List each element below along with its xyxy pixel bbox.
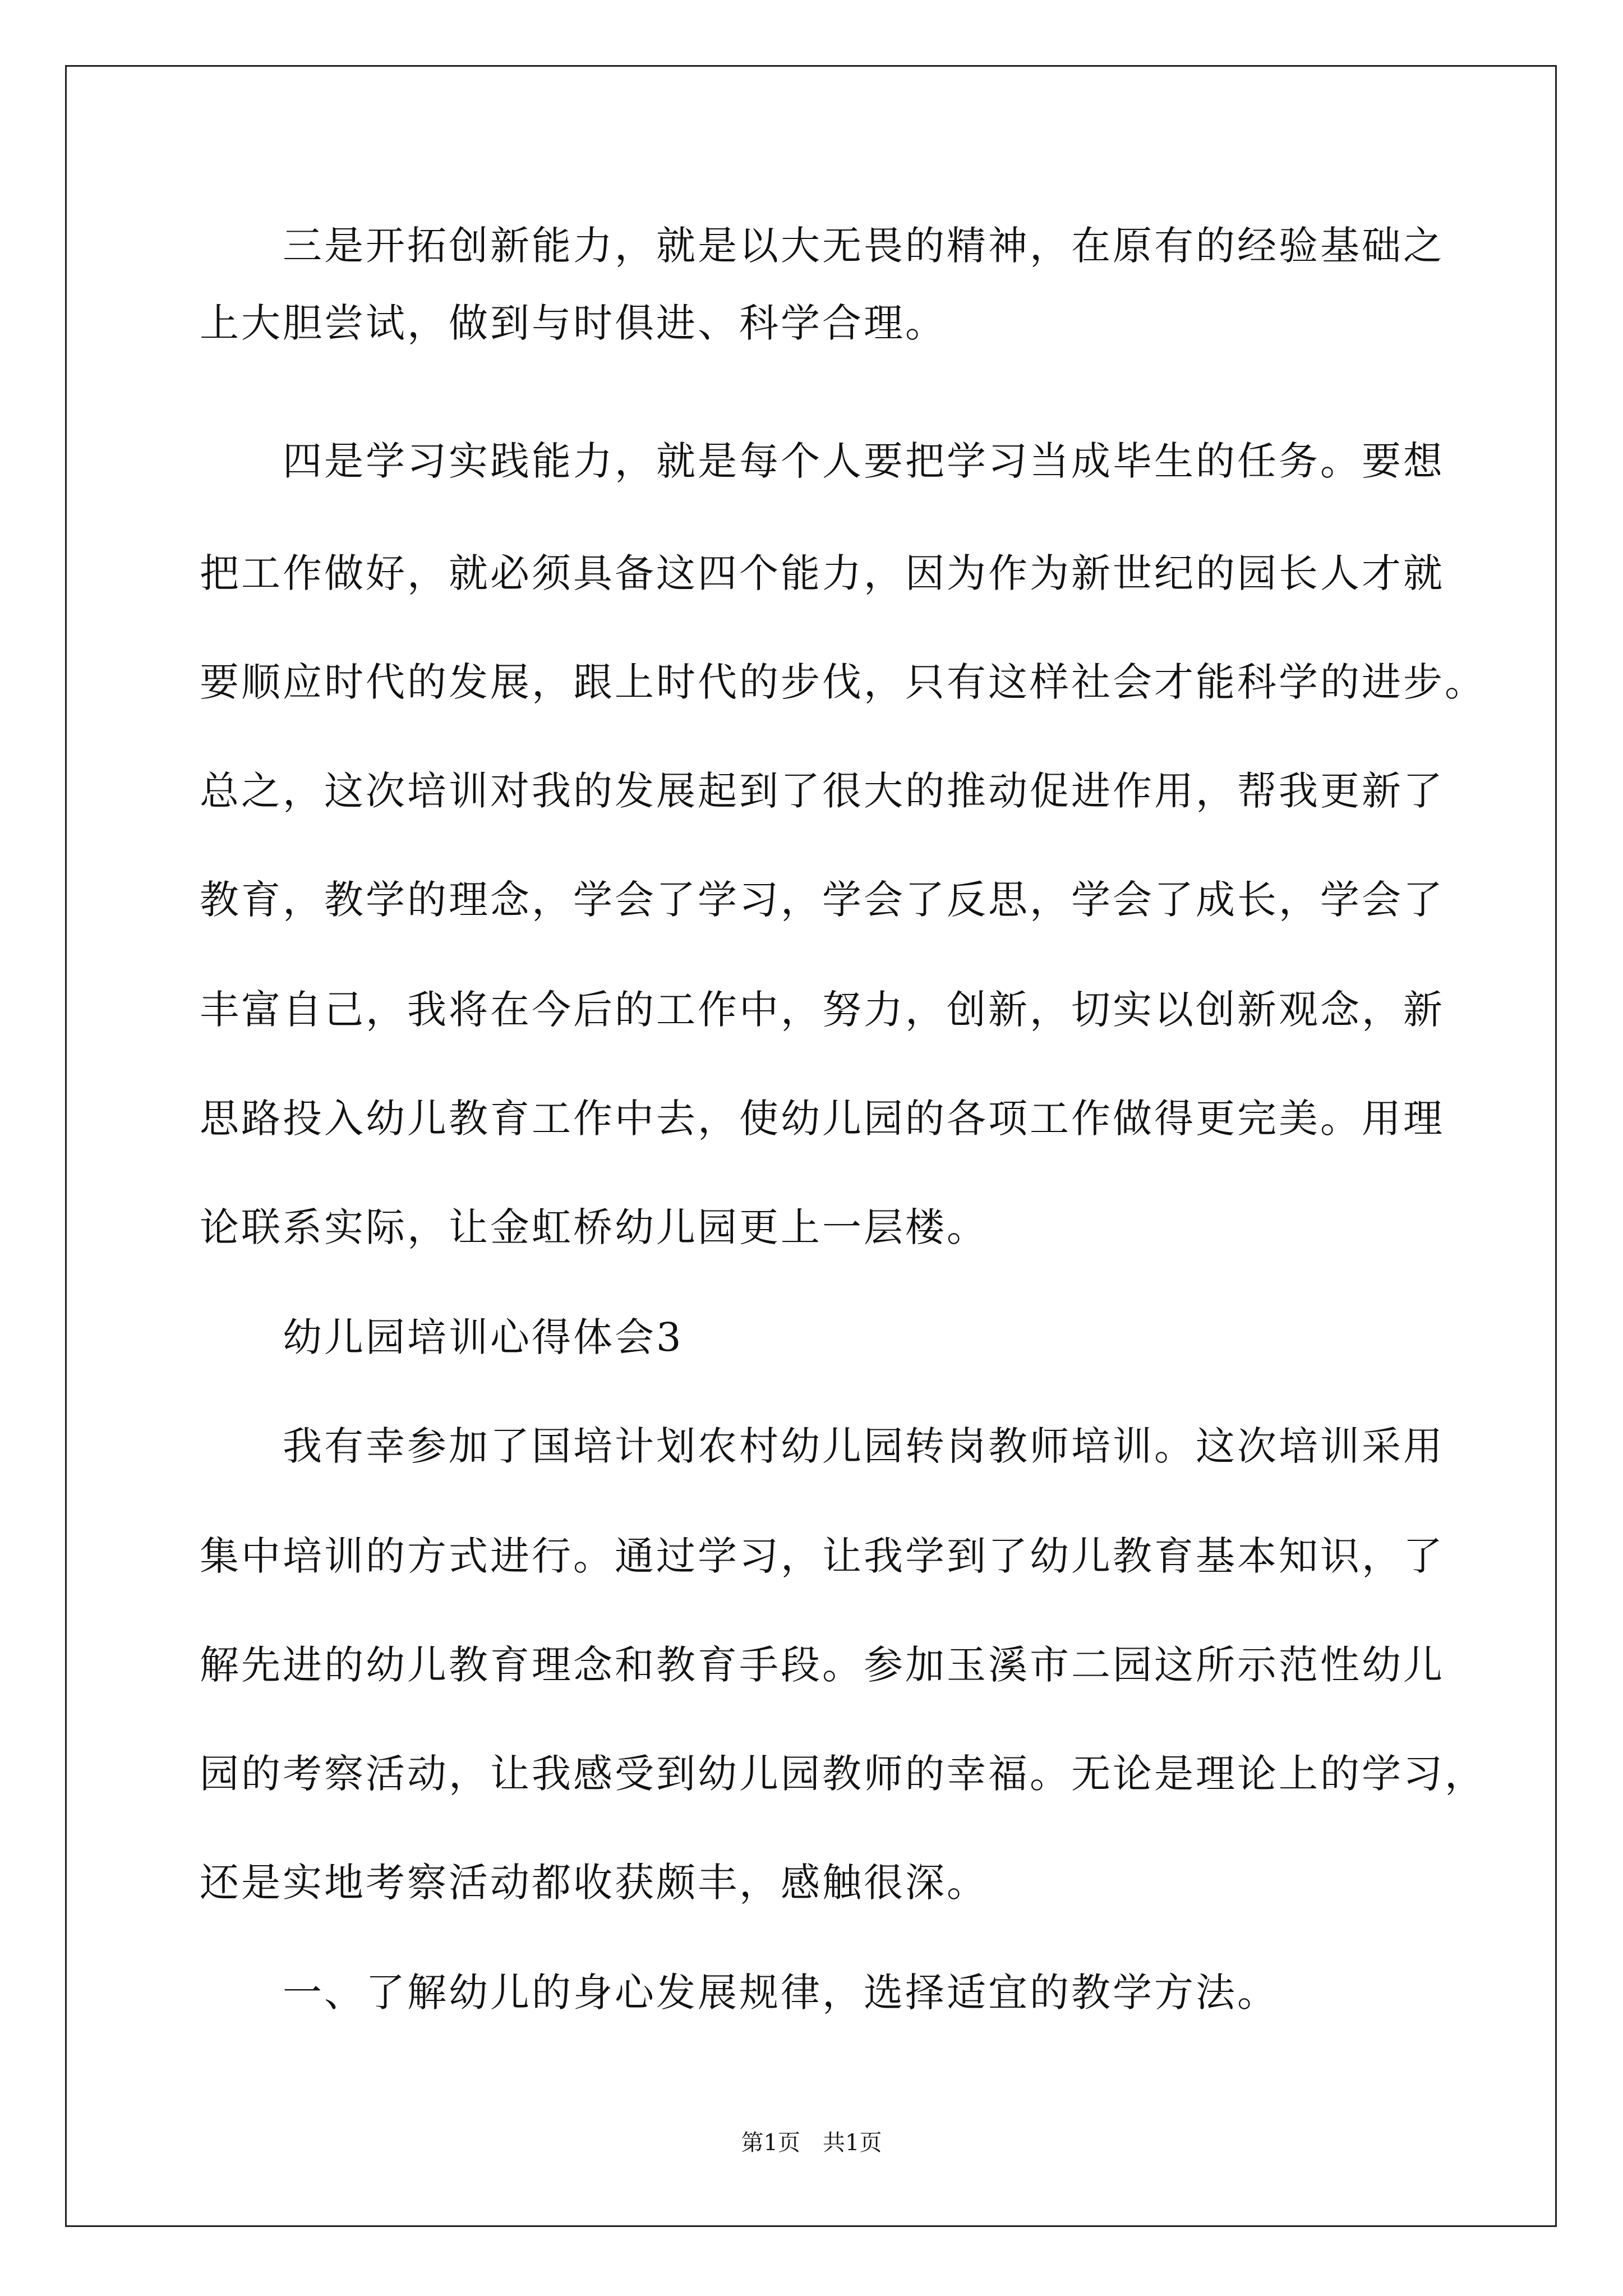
paragraph-line: 还是实地考察活动都收获颇丰，感触很深。	[200, 1860, 988, 1906]
paragraph-line: 四是学习实践能力，就是每个人要把学习当成毕生的任务。要想	[283, 438, 1445, 484]
page-footer	[0, 2129, 1623, 2156]
paragraph-line: 解先进的幼儿教育理念和教育手段。参加玉溪市二园这所示范性幼儿	[200, 1642, 1445, 1688]
paragraph-line: 丰富自己，我将在今后的工作中，努力，创新，切实以创新观念，新	[200, 987, 1445, 1033]
paragraph-line: 我有幸参加了国培计划农村幼儿园转岗教师培训。这次培训采用	[283, 1423, 1445, 1469]
paragraph-line: 上大胆尝试，做到与时俱进、科学合理。	[200, 300, 947, 346]
page-number: 第1页	[741, 2130, 800, 2156]
paragraph-line: 总之，这次培训对我的发展起到了很大的推动促进作用，帮我更新了	[200, 768, 1445, 814]
paragraph-line: 要顺应时代的发展，跟上时代的步伐，只有这样社会才能科学的进步。	[200, 659, 1486, 705]
paragraph-line: 思路投入幼儿教育工作中去，使幼儿园的各项工作做得更完美。用理	[200, 1096, 1445, 1142]
section-heading: 幼儿园培训心得体会3	[283, 1314, 684, 1360]
paragraph-line: 三是开拓创新能力，就是以大无畏的精神，在原有的经验基础之	[283, 223, 1445, 269]
paragraph-line: 论联系实际，让金虹桥幼儿园更上一层楼。	[200, 1204, 988, 1250]
paragraph-line: 教育，教学的理念，学会了学习，学会了反思，学会了成长，学会了	[200, 877, 1445, 923]
paragraph-line: 把工作做好，就必须具备这四个能力，因为作为新世纪的园长人才就	[200, 550, 1445, 596]
page-total: 共1页	[823, 2130, 882, 2156]
paragraph-line: 园的考察活动，让我感受到幼儿园教师的幸福。无论是理论上的学习，	[200, 1751, 1486, 1797]
paragraph-line: 一、了解幼儿的身心发展规律，选择适宜的教学方法。	[283, 1970, 1279, 2016]
paragraph-line: 集中培训的方式进行。通过学习，让我学到了幼儿教育基本知识，了	[200, 1533, 1445, 1579]
